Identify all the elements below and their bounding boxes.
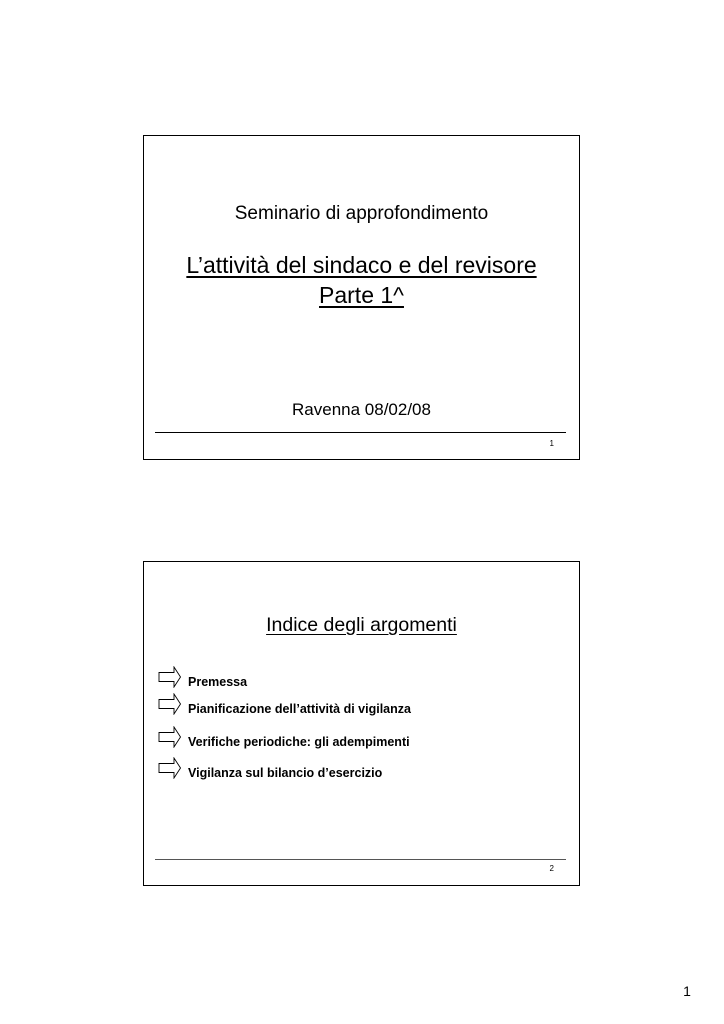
page-number: 1 [683,983,691,999]
arrow-right-outline-icon [158,666,182,688]
toc-item-label: Pianificazione dell’attività di vigilanza [188,702,411,716]
arrow-right-outline-icon [158,726,182,748]
slide-2-title-text: Indice degli argomenti [266,614,457,636]
toc-item-label: Verifiche periodiche: gli adempimenti [188,735,410,749]
arrow-right-outline-icon [158,693,182,715]
slide-2 [143,561,580,886]
slide-1-title [144,250,579,310]
slide-1-divider [155,432,566,433]
slide-2-divider [155,859,566,860]
arrow-right-outline-icon [158,757,182,779]
slide-2-title [144,614,579,637]
slide-1-subtitle: Seminario di approfondimento [234,203,489,224]
slide-2-number: 2 [549,864,554,873]
toc-item-label: Vigilanza sul bilancio d’esercizio [188,766,383,780]
slide-1-number: 1 [549,439,554,448]
slide-1-title-line-1: L’attività del sindaco e del revisore [186,252,537,278]
slide-1-location-date: Ravenna 08/02/08 [292,400,431,419]
toc-item-label: Premessa [188,675,248,689]
slide-1-title-line-2: Parte 1^ [319,282,404,308]
slide-1 [143,135,580,460]
